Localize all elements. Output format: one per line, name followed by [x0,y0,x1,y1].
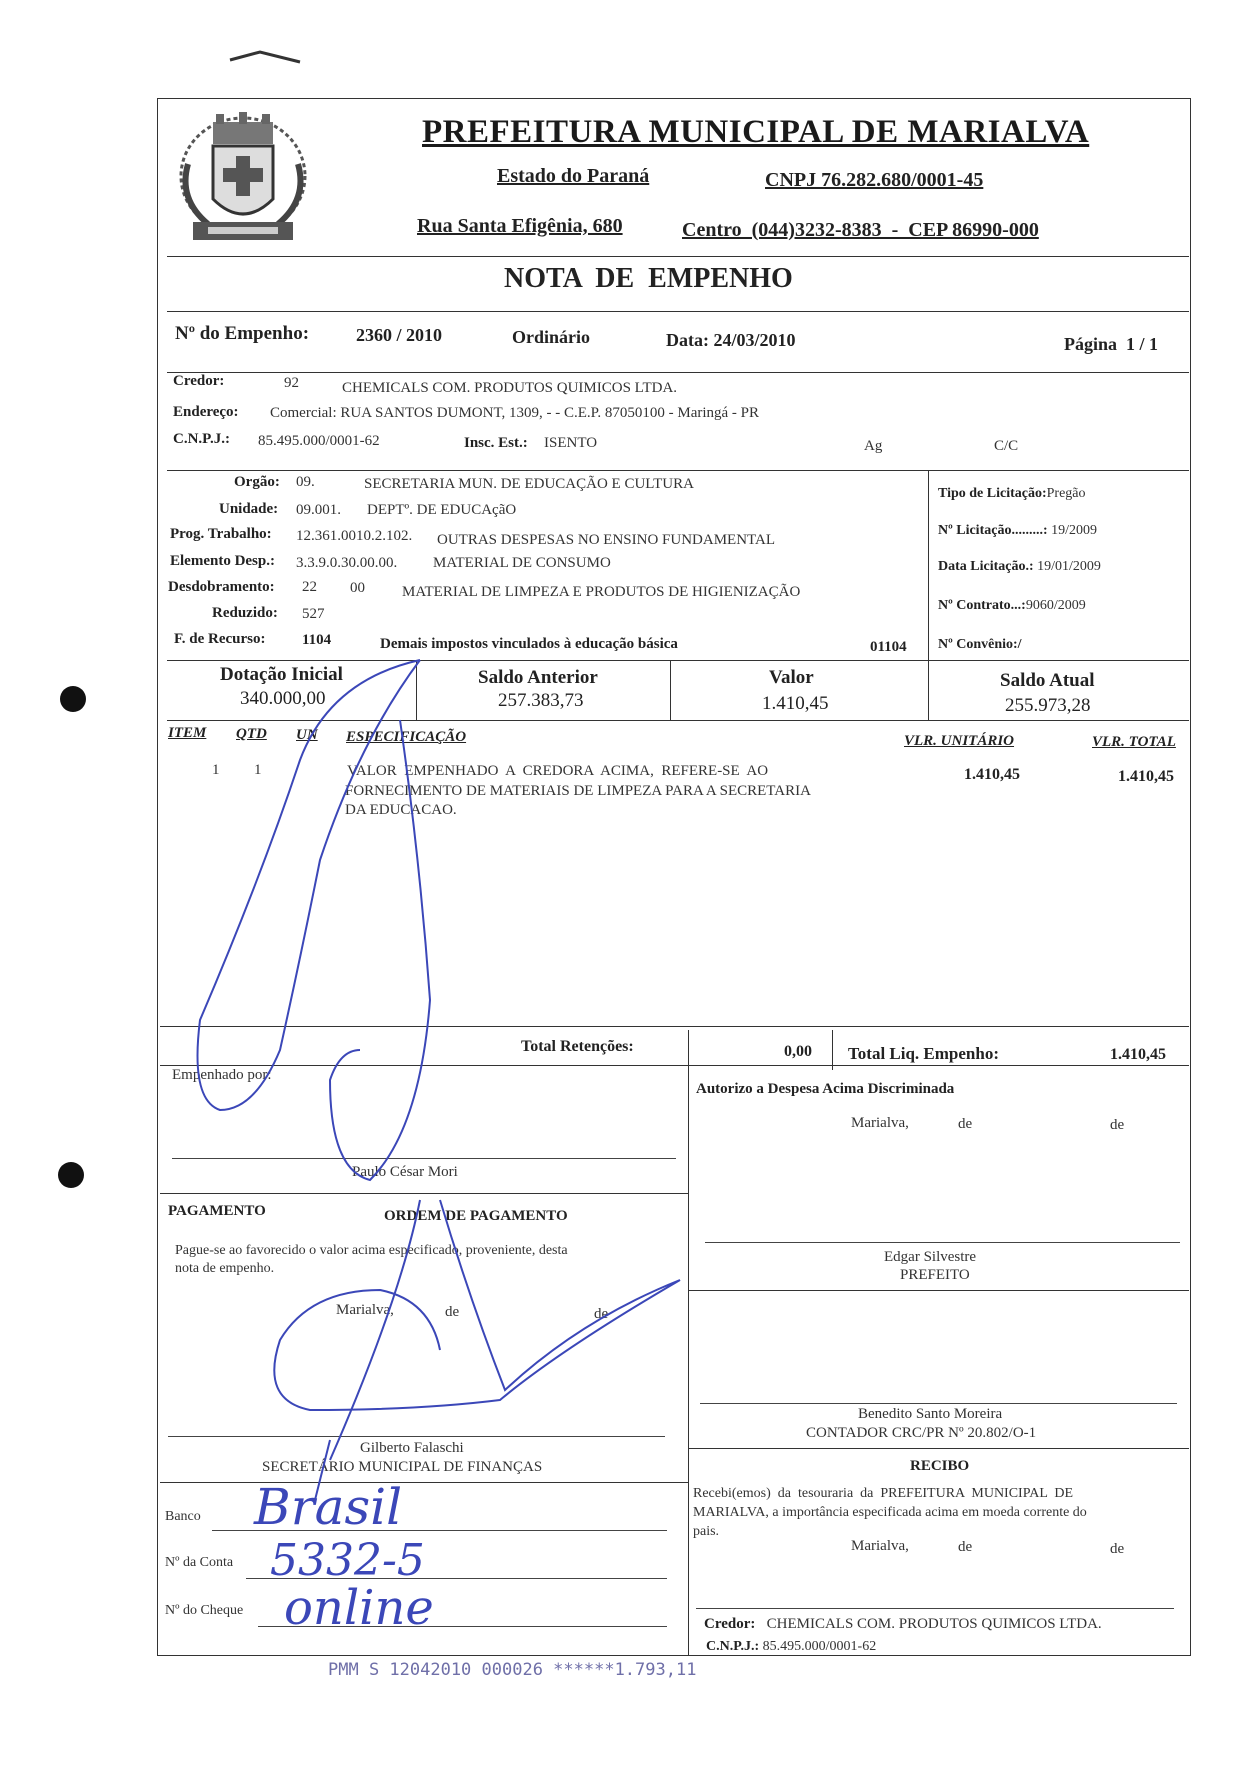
dotacao-value: 340.000,00 [240,688,326,709]
credor-cnpj: 85.495.000/0001-62 [258,433,380,449]
address-street: Rua Santa Efigênia, 680 [417,215,623,237]
pagamento-de-1: de [445,1304,460,1320]
desdobramento-label: Desdobramento: [168,579,275,595]
recibo-cnpj-label: C.N.P.J.: [706,1639,760,1654]
municipality-title: PREFEITURA MUNICIPAL DE MARIALVA [422,114,1090,150]
col-header-total: VLR. TOTAL [1092,734,1176,750]
municipality-cnpj: CNPJ 76.282.680/0001-45 [765,169,984,191]
elemento-label: Elemento Desp.: [170,553,275,569]
conta-handwritten: 5332-5 [270,1535,425,1586]
unidade-desc: DEPTº. DE EDUCAçãO [367,502,517,518]
recibo-credor-name: CHEMICALS COM. PRODUTOS QUIMICOS LTDA. [766,1616,1102,1632]
cheque-label: Nº do Cheque [165,1603,244,1618]
recibo-credor-label: Credor: [704,1616,756,1632]
recibo-de-1: de [958,1539,973,1555]
agency-label: Ag [864,438,883,454]
cheque-handwritten: online [284,1580,434,1636]
financas-role: SECRETÁRIO MUNICIPAL DE FINANÇAS [262,1459,543,1475]
credor-name: CHEMICALS COM. PRODUTOS QUIMICOS LTDA. [342,380,678,396]
recurso-code-2: 01104 [870,639,907,655]
banco-label: Banco [165,1509,201,1524]
pagamento-text-line: nota de empenho. [175,1261,275,1276]
credor-code: 92 [284,375,299,391]
top-pen-mark [230,52,300,62]
desdobramento-desc: MATERIAL DE LIMPEZA E PRODUTOS DE HIGIENIZAÇÃO [402,584,801,600]
recibo-de-2: de [1110,1541,1125,1557]
empenho-number-label: Nº do Empenho: [175,323,310,344]
contador-role: CONTADOR CRC/PR Nº 20.802/O-1 [806,1425,1037,1441]
item-qtd: 1 [254,762,262,778]
empenho-signature [198,660,421,1110]
recibo-label: RECIBO [910,1458,970,1474]
col-header-qtd: QTD [236,726,267,742]
prefeito-role: PREFEITO [900,1267,970,1283]
state-name: Estado do Paraná [497,165,650,187]
licitacao-type: Pregão [1046,486,1086,501]
convenio-label: Nº Convênio:/ [938,637,1022,652]
recibo-text-line: Recebi(emos) da tesouraria da PREFEITURA MUNICIPAL DE [693,1486,1074,1501]
col-header-unit: VLR. UNITÁRIO [904,733,1015,749]
credor-ie: ISENTO [544,435,598,451]
licitacao-number-label: Nº Licitação.........: 19/2009 [938,523,1097,538]
unidade-code: 09.001. [296,502,341,518]
empenho-number: 2360 / 2010 [356,325,443,345]
item-espec-line: VALOR EMPENHADO A CREDORA ACIMA, REFERE-SE AO [347,763,769,779]
autorizo-city: Marialva, [851,1115,909,1131]
pagamento-text-line: Pague-se ao favorecido o valor acima especificado, proveniente, desta [175,1243,568,1258]
valor-value: 1.410,45 [762,693,829,714]
conta-label: Nº da Conta [165,1555,234,1570]
credor-cnpj-label: C.N.P.J.: [173,431,230,447]
retencoes-label: Total Retenções: [521,1038,634,1055]
recibo-text-line: MARIALVA, a importância especificada acima em moeda corrente do [693,1505,1087,1520]
empenho-type: Ordinário [512,327,591,347]
recurso-label: F. de Recurso: [174,631,266,647]
unidade-label: Unidade: [219,501,279,517]
item-unit-value: 1.410,45 [964,766,1020,783]
contrato-label: Nº Contrato...:9060/2009 [938,598,1086,613]
empenho-date: Data: 24/03/2010 [666,330,796,350]
col-header-espec: ESPECIFICAÇÃO [346,729,467,745]
elemento-desc: MATERIAL DE CONSUMO [433,555,611,571]
prog-trabalho-code: 12.361.0010.2.102. [296,528,413,544]
licitacao-number: 19/2009 [1051,523,1097,538]
desdobramento-code: 22 [302,579,317,595]
contrato: 9060/2009 [1025,598,1086,613]
item-total-value: 1.410,45 [1118,768,1174,785]
page-number: Página 1 / 1 [1064,334,1159,354]
credor-address: Comercial: RUA SANTOS DUMONT, 1309, - - C.E.P. 87050100 - Maringá - PR [270,405,760,421]
col-header-item: ITEM [168,725,207,741]
saldo-atual-value: 255.973,28 [1005,695,1091,716]
empenho-signature-loop [330,720,430,1180]
licitacao-type-label: Tipo de Licitação:Pregão [938,486,1086,501]
autorizo-de-2: de [1110,1117,1125,1133]
reduzido-label: Reduzido: [212,605,278,621]
document-title: NOTA DE EMPENHO [504,263,793,294]
dotacao-label: Dotação Inicial [220,664,343,685]
pagamento-label: PAGAMENTO [168,1203,266,1219]
elemento-code: 3.3.9.0.30.00.00. [296,555,398,571]
prefeito-name: Edgar Silvestre [884,1249,977,1265]
pagamento-signature [274,1200,680,1410]
empenhado-label: Empenhado por: [172,1067,272,1083]
retencoes-value: 0,00 [784,1043,812,1060]
recurso-desc: Demais impostos vinculados à educação básica [380,636,678,652]
col-header-un: UN [296,727,318,743]
licitacao-date-label: Data Licitação.: 19/01/2009 [938,559,1101,574]
reduzido: 527 [302,606,325,622]
footer-stamp: PMM S 12042010 000026 ******1.793,11 [328,1660,697,1680]
orgao-desc: SECRETARIA MUN. DE EDUCAÇÃO E CULTURA [364,476,694,492]
prog-trabalho-desc: OUTRAS DESPESAS NO ENSINO FUNDAMENTAL [437,532,775,548]
financas-signature [315,1200,420,1500]
desdobramento-subcode: 00 [350,580,365,596]
credor-label: Credor: [173,373,225,389]
credor-address-label: Endereço: [173,404,239,420]
valor-label: Valor [769,667,814,688]
recibo-text-line: pais. [693,1524,720,1539]
account-label: C/C [994,438,1019,454]
contador-name: Benedito Santo Moreira [858,1406,1003,1422]
licitacao-date: 19/01/2009 [1037,559,1101,574]
recibo-cnpj-value: 85.495.000/0001-62 [762,1639,877,1654]
autorizo-de-1: de [958,1116,973,1132]
address-rest: Centro (044)3232-8383 - CEP 86990-000 [682,219,1039,241]
prog-trabalho-label: Prog. Trabalho: [170,526,272,542]
orgao-code: 09. [296,474,315,490]
saldo-atual-label: Saldo Atual [1000,670,1095,691]
orgao-label: Orgão: [234,474,280,490]
item-espec-line: DA EDUCACAO. [345,802,457,818]
credor-ie-label: Insc. Est.: [464,435,528,451]
autorizo-label: Autorizo a Despesa Acima Discriminada [696,1081,955,1097]
liquido-value: 1.410,45 [1110,1046,1166,1063]
banco-handwritten: Brasil [254,1478,403,1536]
financas-signer: Gilberto Falaschi [360,1440,464,1456]
saldo-anterior-value: 257.383,73 [498,690,584,711]
ordem-pagamento-label: ORDEM DE PAGAMENTO [384,1208,568,1224]
pagamento-city: Marialva, [336,1302,394,1318]
recurso-code: 1104 [302,632,332,648]
pagamento-de-2: de [594,1306,609,1322]
saldo-anterior-label: Saldo Anterior [478,667,598,688]
empenhado-signer: Paulo César Mori [352,1164,458,1180]
item-espec-line: FORNECIMENTO DE MATERIAIS DE LIMPEZA PARA A SECRETARIA [345,783,811,799]
liquido-label: Total Liq. Empenho: [848,1044,999,1063]
item-number: 1 [212,762,220,778]
recibo-city: Marialva, [851,1538,909,1554]
